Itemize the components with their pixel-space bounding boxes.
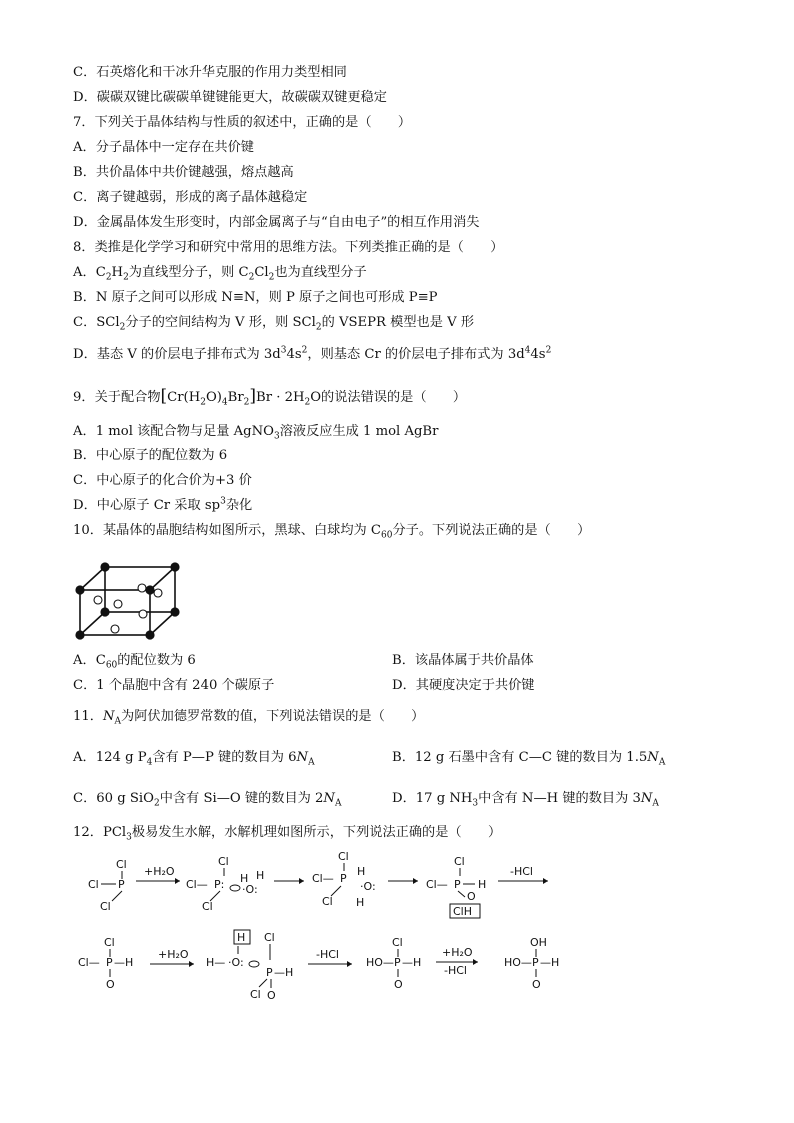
svg-text:O: O [394,978,403,991]
svg-text:—H: —H [540,956,560,969]
hopo-cl-molecule [366,936,421,991]
svg-text:P: P [394,956,401,969]
q8-option-a: A．$C_2H_2$为直线型分子，则 $C_2Cl_2$也为直线型分子 [73,265,367,283]
svg-text:P: P [266,966,273,979]
svg-text:Cl: Cl [88,878,99,891]
q9-option-b: B．中心原子的配位数为 6 [73,448,228,463]
svg-text:—H: —H [402,956,422,969]
face-atom [139,610,147,618]
svg-text:ClH: ClH [453,905,473,918]
q10-option-c: C．1 个晶胞中含有 240 个碳原子 [73,678,275,693]
q9-option-d: D．中心原子 Cr 采取 $sp^3$杂化 [73,496,253,513]
svg-text:Cl—: Cl— [312,872,334,885]
q8-stem: 8．类推是化学学习和研究中常用的思维方法。下列类推正确的是（ ） [73,240,504,255]
q9-stem: 9．关于配合物$[Cr(H_2O)_4Br_2]Br \cdot 2H_2O$的说法错误的是（ ） [73,386,467,408]
q9-option-c: C．中心原子的化合价为+3 价 [73,473,252,488]
svg-text:P: P [118,878,125,891]
svg-text:Cl: Cl [264,931,275,944]
svg-text:-HCl: -HCl [316,948,339,961]
corner-atom [145,585,154,594]
svg-text:H: H [356,896,365,909]
svg-text:Cl: Cl [454,855,465,868]
q7-option-c: C．离子键越弱，形成的离子晶体越稳定 [73,190,308,205]
svg-text:Cl: Cl [104,936,115,949]
q10-stem: 10．某晶体的晶胞结构如图所示，黑球、白球均为 $C_{60}$分子。下列说法正确的是（ ） [73,523,591,541]
svg-text:Cl: Cl [250,988,261,1001]
q6-option-d: D．碳碳双键比碳碳单键键能更大，故碳碳双键更稳定 [73,90,387,105]
corner-atom [75,585,84,594]
svg-text:+H₂O: +H₂O [144,865,175,878]
svg-text:Cl: Cl [100,900,111,913]
svg-text:Cl—: Cl— [78,956,100,969]
svg-text:O: O [106,978,115,991]
svg-text:P: P [454,878,461,891]
svg-text:Cl: Cl [322,895,333,908]
svg-text:H: H [237,931,246,944]
crystal-cell-diagram [70,555,190,645]
svg-text:P: P [532,956,539,969]
intermediate-2 [312,850,376,909]
intermediate-4 [206,930,293,1002]
intermediate-3 [426,855,486,918]
corner-atom [75,630,84,639]
q7-stem: 7．下列关于晶体结构与性质的叙述中，正确的是（ ） [73,115,412,130]
intermediate-1 [186,855,264,913]
corner-atom [100,562,109,571]
q12-stem: 12．PCl$_3$极易发生水解，水解机理如图所示，下列说法正确的是（ ） [73,825,502,843]
svg-text:+H₂O: +H₂O [442,946,473,959]
face-atom [138,584,146,592]
svg-text:·O:: ·O: [228,956,244,969]
q11-option-c: C．60 g SiO$_2$中含有 Si—O 键的数目为 $2N_A$ [73,791,342,809]
q10-option-b: B．该晶体属于共价晶体 [392,653,534,668]
hydrolysis-mechanism-diagram [70,848,590,1008]
svg-text:Cl: Cl [338,850,349,863]
svg-text:—H: —H [114,956,134,969]
face-atom [154,589,162,597]
svg-text:H: H [478,878,487,891]
svg-text:H: H [240,872,249,885]
svg-text:—H: —H [274,966,294,979]
svg-text:·O:: ·O: [242,883,258,896]
q11-stem: 11．$N_A$为阿伏加德罗常数的值，下列说法错误的是（ ） [73,709,425,727]
svg-text:O: O [467,890,476,903]
hpocl2-molecule [78,936,133,991]
svg-text:O: O [267,989,276,1002]
q9-option-a: A．1 mol 该配合物与足量 AgNO$_3$溶液反应生成 1 mol AgBr [73,424,439,442]
pcl3-molecule [88,858,127,913]
svg-text:Cl: Cl [202,900,213,913]
corner-atom [145,630,154,639]
svg-text:Cl: Cl [218,855,229,868]
q8-option-b: B．N 原子之间可以形成 N≡N，则 P 原子之间也可形成 P≡P [73,290,438,305]
svg-text:·O:: ·O: [360,880,376,893]
corner-atom [170,562,179,571]
svg-text:HO—: HO— [504,956,532,969]
svg-text:H—: H— [206,956,226,969]
q7-option-b: B．共价晶体中共价键越强，熔点越高 [73,165,294,180]
svg-text:H: H [256,869,265,882]
q11-option-a: A．124 g $P_4$含有 P—P 键的数目为 $6N_A$ [73,750,315,768]
svg-text:Cl: Cl [392,936,403,949]
q6-option-c: C．石英熔化和干冰升华克服的作用力类型相同 [73,65,347,80]
svg-text:+H₂O: +H₂O [158,948,189,961]
svg-text:-HCl: -HCl [510,865,533,878]
svg-text:P: P [340,872,347,885]
phosphorous-acid-molecule [504,936,559,991]
svg-text:H: H [357,865,366,878]
face-atom [114,600,122,608]
q8-option-c: C．SCl$_2$分子的空间结构为 V 形，则 SCl$_2$的 VSEPR 模型也是 V 形 [73,315,475,333]
q11-option-d: D．17 g $NH_3$中含有 N—H 键的数目为 $3N_A$ [392,791,659,809]
q8-option-d: D．基态 V 的价层电子排布式为 $3d^34s^2$，则基态 Cr 的价层电子排布式为 $3d^44s^2$ [73,345,552,362]
q7-option-d: D．金属晶体发生形变时，内部金属离子与“自由电子”的相互作用消失 [73,215,480,230]
svg-text:OH: OH [530,936,547,949]
corner-atom [100,607,109,616]
svg-text:O: O [532,978,541,991]
q7-option-a: A．分子晶体中一定存在共价键 [73,140,254,155]
svg-text:HO—: HO— [366,956,394,969]
face-atom [94,596,102,604]
svg-text:P: P [106,956,113,969]
q11-option-b: B．12 g 石墨中含有 C—C 键的数目为 $1.5N_A$ [392,750,666,768]
face-atom [111,625,119,633]
svg-text:Cl—: Cl— [426,878,448,891]
q10-option-d: D．其硬度决定于共价键 [392,678,535,693]
svg-text:P:: P: [214,878,225,891]
corner-atom [170,607,179,616]
q10-option-a: A．$C_{60}$的配位数为 6 [73,653,196,671]
svg-text:Cl—: Cl— [186,878,208,891]
svg-text:Cl: Cl [116,858,127,871]
svg-text:-HCl: -HCl [444,964,467,977]
